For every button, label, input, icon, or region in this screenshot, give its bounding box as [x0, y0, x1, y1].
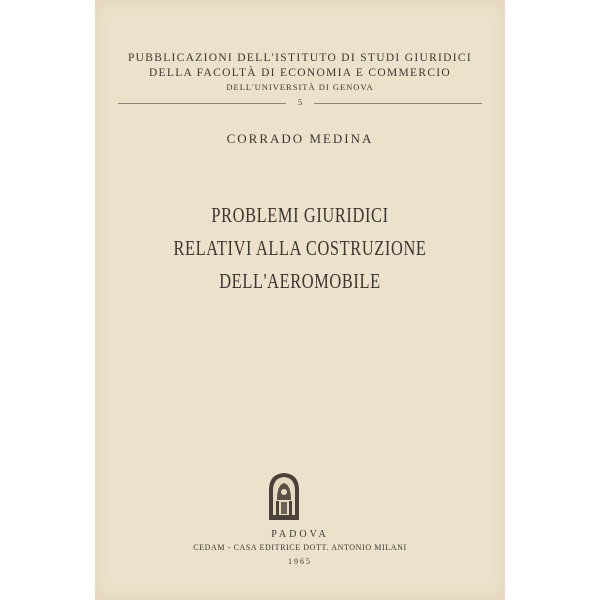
series-line-2: DELLA FACOLTÀ DI ECONOMIA E COMMERCIO	[148, 67, 452, 79]
imprint-year: 1965	[288, 557, 312, 566]
title-page	[95, 0, 505, 600]
book-title-line-2: RELATIVI ALLA COSTRUZIONE	[173, 236, 427, 260]
book-title-line-3: DELL'AEROMOBILE	[219, 269, 381, 293]
publisher-emblem-icon	[265, 470, 303, 522]
divider-right	[314, 103, 482, 104]
series-line-3: DELL'UNIVERSITÀ DI GENOVA	[226, 82, 374, 92]
series-line-1: PUBBLICAZIONI DELL'ISTITUTO DI STUDI GIURIDICI	[127, 52, 472, 64]
series-number-row	[118, 97, 482, 109]
book-title-line-1: PROBLEMI GIURIDICI	[211, 203, 389, 227]
series-number: 5	[297, 97, 303, 107]
imprint-city: PADOVA	[271, 529, 329, 540]
imprint-publisher: CEDAM - CASA EDITRICE DOTT. ANTONIO MILANI	[193, 543, 407, 552]
author-name: CORRADO MEDINA	[226, 131, 374, 146]
